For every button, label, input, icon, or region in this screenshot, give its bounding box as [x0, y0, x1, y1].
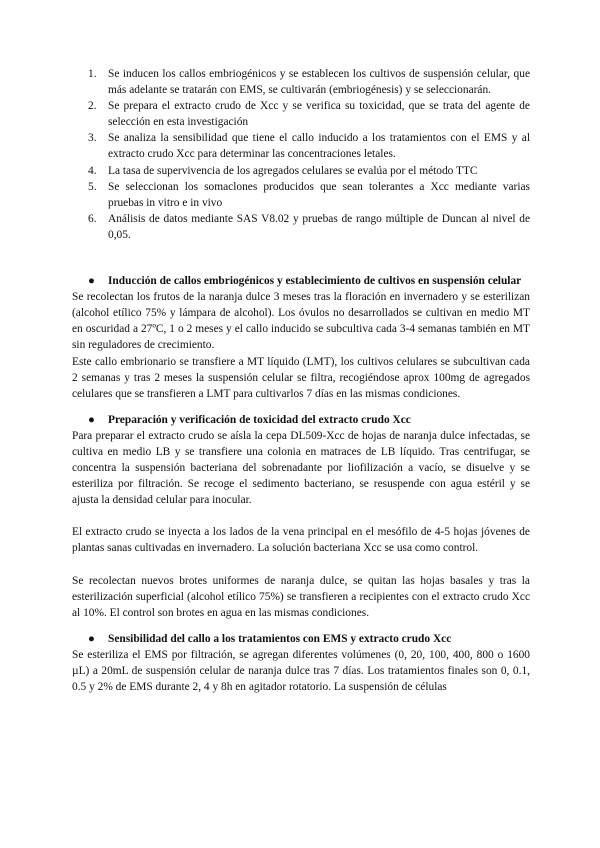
list-number: 1.	[88, 68, 97, 80]
section-heading-text: Sensibilidad del callo a los tratamientos con EMS y extracto crudo Xcc	[108, 632, 452, 645]
section-heading	[72, 631, 530, 647]
list-item	[72, 130, 530, 162]
list-item	[72, 211, 530, 243]
paragraph: Este callo embrionario se transfiere a MT líquido (LMT), los cultivos celulares se subcultivan cada 2 semanas y tras 2 meses la suspensión celular se filtra, recogiéndose aprox 100mg de agregados celulares que se transfieren a LMT para cultivarlos 7 días en las mismas condiciones.	[72, 355, 530, 400]
paragraph: Se recolectan los frutos de la naranja dulce 3 meses tras la floración en invernadero y se esterilizan (alcohol etílico 75% y lámpara de alcohol). Los óvulos no desarrollados se cultivan en medio MT en oscuridad a 27ºC, 1 o 2 meses y el callo inducido se subcultiva cada 3-4 semanas también en MT sin reguladores de crecimiento.	[72, 291, 530, 352]
list-item-text: La tasa de supervivencia de los agregados celulares se evalúa por el método TTC	[108, 164, 478, 177]
section-heading-text: Preparación y verificación de toxicidad del extracto crudo Xcc	[108, 413, 411, 426]
section-heading	[72, 412, 530, 428]
list-number: 2.	[88, 100, 97, 113]
paragraph-gap	[72, 508, 530, 524]
section-heading	[72, 273, 530, 289]
list-item	[72, 179, 530, 211]
section-extract-preparation	[72, 412, 530, 621]
paragraph: El extracto crudo se inyecta a los lados de la vena principal en el mesófilo de 4-5 hojas jóvenes de plantas sanas cultivadas en invernadero. La solución bacteriana Xcc se usa como control.	[72, 526, 530, 555]
paragraph: Se recolectan nuevos brotes uniformes de naranja dulce, se quitan las hojas basales y tras la esterilización superficial (alcohol etílico 75%) se transfieren a recipientes con el extracto crudo Xcc al 10%. El control son brotes en agua en las mismas condiciones.	[72, 574, 530, 619]
bullet-icon: ●	[88, 632, 95, 645]
list-item	[72, 66, 530, 98]
list-item	[72, 163, 530, 179]
paragraph: Para preparar el extracto crudo se aísla la cepa DL509-Xcc de hojas de naranja dulce infectadas, se cultiva en medio LB y se transfiere una colonia en matraces de LB líquido. Tras centrifugar, se concentra la suspensión bacteriana del sobrenadante por liofilización a vacío, se disuelve y se esteriliza por filtración. Se recoge el sedimento bacteriano, se resuspende con agua estéril y se ajusta la densidad celular para inocular.	[72, 429, 530, 507]
list-number: 5.	[88, 180, 97, 193]
list-number: 3.	[88, 132, 97, 145]
bullet-icon: ●	[88, 413, 95, 426]
section-callus-sensitivity	[72, 631, 530, 695]
section-heading-text: Inducción de callos embriogénicos y establecimiento de cultivos en suspensión celular	[108, 275, 522, 288]
methodology-steps	[72, 66, 530, 243]
section-callus-induction	[72, 273, 530, 402]
list-item	[72, 98, 530, 130]
list-item-text: Análisis de datos mediante SAS V8.02 y pruebas de rango múltiple de Duncan al nivel de 0,05.	[108, 212, 530, 241]
list-number: 6.	[88, 212, 97, 225]
list-item-text: Se prepara el extracto crudo de Xcc y se verifica su toxicidad, que se trata del agente de selección en esta investigación	[108, 100, 530, 129]
document-page	[72, 66, 530, 695]
paragraph-gap	[72, 557, 530, 573]
list-number: 4.	[88, 164, 97, 177]
list-item-text: Se inducen los callos embriogénicos y se establecen los cultivos de suspensión celular, que más adelante se tratarán con EMS, se cultivarán (embriogénesis) y se seleccionarán.	[108, 68, 530, 97]
bullet-icon: ●	[88, 275, 95, 288]
paragraph: Se esteriliza el EMS por filtración, se agregan diferentes volúmenes (0, 20, 100, 400, 800 o 1600 µL) a 20mL de suspensión celular de naranja dulce tras 7 días. Los tratamientos finales son 0, 0.1, 0.5 y 2% de EMS durante 2, 4 y 8h en agitador rotatorio. La suspensión de células	[72, 648, 530, 694]
list-item-text: Se analiza la sensibilidad que tiene el callo inducido a los tratamientos con el EMS y al extracto crudo Xcc para determinar las concentraciones letales.	[108, 132, 530, 161]
list-item-text: Se seleccionan los somaclones producidos que sean tolerantes a Xcc mediante varias pruebas in vitro e in vivo	[108, 180, 530, 209]
